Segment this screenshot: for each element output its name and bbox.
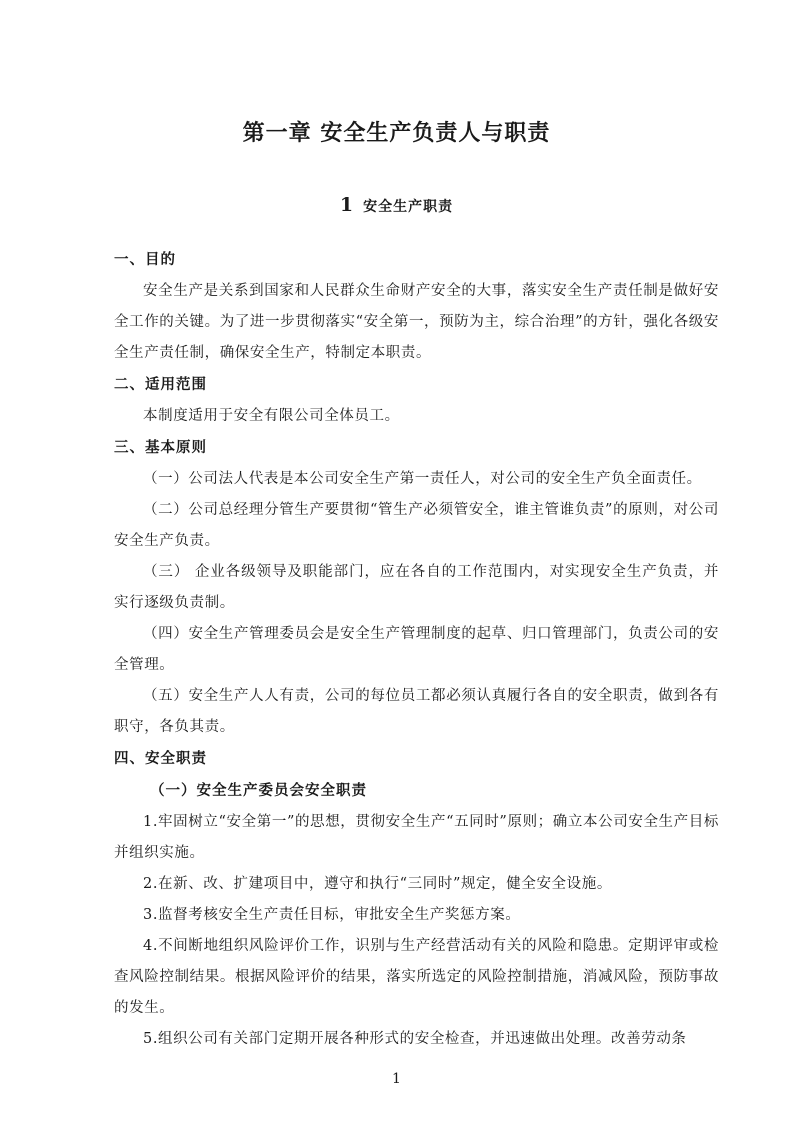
heading-purpose: 一、目的 — [114, 251, 176, 268]
paragraph-principle-5: （五）安全生产人人有责，公司的每位员工都必须认真履行各自的安全职责，做到各有职守，各负其责。 — [114, 688, 719, 735]
paragraph-duty-2: 2.在新、改、扩建项目中，遵守和执行“三同时”规定，健全安全设施。 — [143, 876, 612, 892]
paragraph-duty-1: 1.牢固树立“安全第一”的思想，贯彻安全生产“五同时”原则；确立本公司安全生产目标并组织实施。 — [114, 814, 719, 861]
paragraph-principle-4: （四）安全生产管理委员会是安全生产管理制度的起草、归口管理部门，负责公司的安全管理。 — [114, 626, 719, 673]
paragraph-duty-5: 5.组织公司有关部门定期开展各种形式的安全检查，并迅速做出处理。改善劳动条 — [143, 1031, 687, 1047]
heading-principles: 三、基本原则 — [114, 439, 207, 456]
section-title-text: 安全生产职责 — [363, 199, 454, 215]
heading-responsibilities: 四、安全职责 — [114, 750, 207, 767]
heading-committee-responsibilities: （一）安全生产委员会安全职责 — [150, 782, 367, 799]
paragraph-principle-2: （二）公司总经理分管生产要贯彻“管生产必须管安全，谁主管谁负责”的原则，对公司安全生产负责。 — [114, 502, 719, 549]
paragraph-principle-1: （一）公司法人代表是本公司安全生产第一责任人，对公司的安全生产负全面责任。 — [143, 471, 702, 487]
chapter-title: 第一章 安全生产负责人与职责 — [242, 120, 551, 146]
document-body — [114, 244, 719, 1055]
page-number: 1 — [392, 1071, 401, 1087]
section-number: 1 — [339, 194, 354, 216]
paragraph-purpose: 安全生产是关系到国家和人民群众生命财产安全的大事，落实安全生产责任制是做好安全工作的关键。为了进一步贯彻落实“安全第一，预防为主，综合治理”的方针，强化各级安全生产责任制，确保安全生产，特制定本职责。 — [114, 283, 719, 361]
heading-scope: 二、适用范围 — [114, 376, 207, 393]
section-title — [0, 188, 793, 217]
paragraph-duty-4: 4.不间断地组织风险评价工作，识别与生产经营活动有关的风险和隐患。定期评审或检查风险控制结果。根据风险评价的结果，落实所选定的风险控制措施，消减风险，预防事故的发生。 — [114, 938, 719, 1016]
paragraph-scope: 本制度适用于安全有限公司全体员工。 — [143, 408, 400, 424]
paragraph-principle-3: （三） 企业各级领导及职能部门，应在各自的工作范围内，对实现安全生产负责，并实行逐级负责制。 — [114, 564, 719, 611]
paragraph-duty-3: 3.监督考核安全生产责任目标，审批安全生产奖惩方案。 — [143, 907, 521, 923]
